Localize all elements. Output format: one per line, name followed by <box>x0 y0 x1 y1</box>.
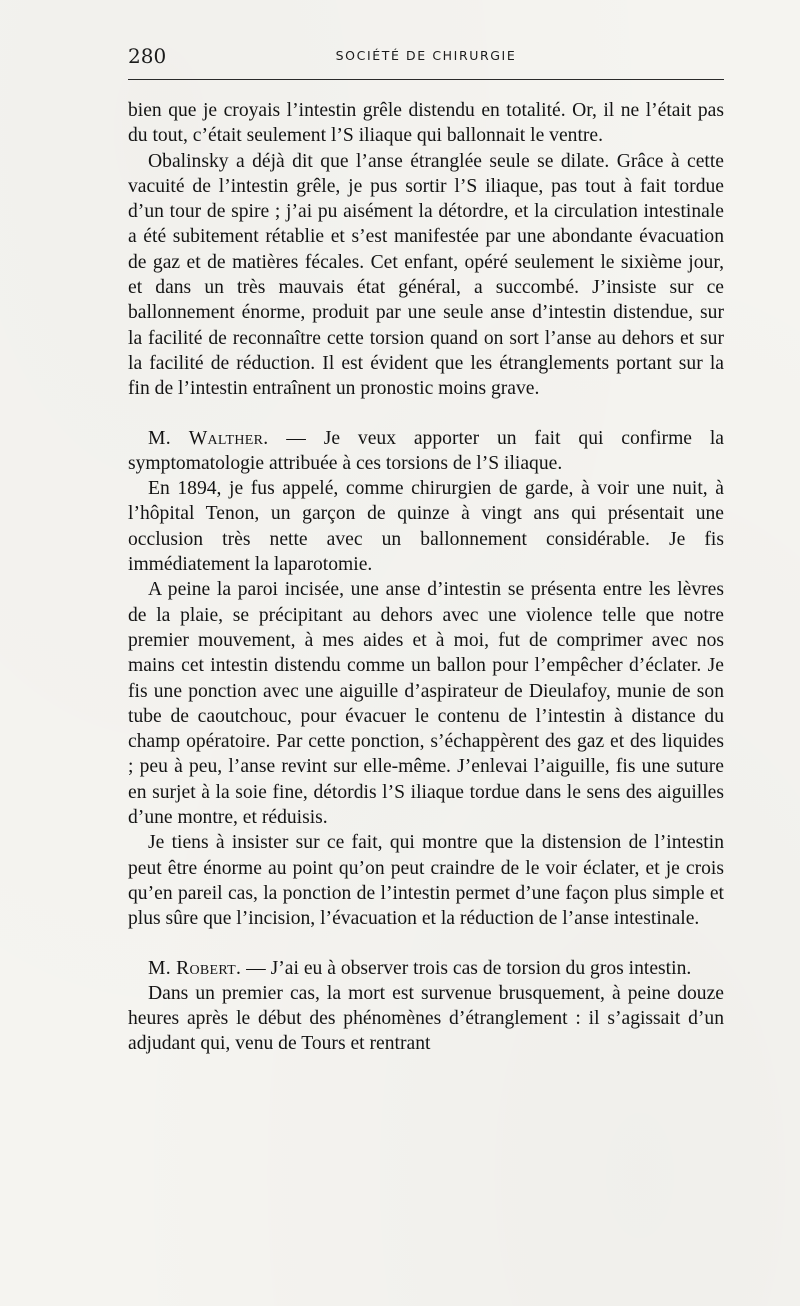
running-head <box>128 44 724 72</box>
paragraph-walther-intro <box>128 426 724 477</box>
paragraph-robert-case: Dans un premier cas, la mort est survenue brusquement, à peine douze heures après le début des phénomènes d’étranglement : il s’agissait d’un adjudant qui, venu de Tours et rentrant <box>128 982 724 1055</box>
paragraph-robert-intro <box>128 956 724 981</box>
speaker-robert: M. Robert. <box>148 957 242 979</box>
robert-intro-text: — J’ai eu à observer trois cas de torsion du gros intestin. <box>241 957 692 979</box>
paragraph-walther-conclusion: Je tiens à insister sur ce fait, qui montre que la distension de l’intestin peut être énorme au point qu’on peut craindre de le voir éclater, et je crois qu’en pareil cas, la ponction de l’intestin permet d’une façon plus simple et plus sûre que l’incision, l’évacuation et la réduction de l’anse intestinale. <box>128 832 724 930</box>
page-number: 280 <box>128 44 167 68</box>
walther-intro-text: — Je veux apporter un fait qui confirme la symptomatologie attribuée à ces torsions de l’S iliaque. <box>128 427 724 474</box>
paragraph-walther-1894: En 1894, je fus appelé, comme chirurgien de garde, à voir une nuit, à l’hôpital Tenon, un garçon de quinze à vingt ans qui présentait une occlusion très nette avec un ballonnement considérable. Je fis immédiatement la laparotomie. <box>128 478 724 576</box>
header-rule <box>128 79 724 80</box>
body-text <box>128 98 724 1057</box>
journal-title: SOCIÉTÉ DE CHIRURGIE <box>335 48 517 63</box>
paragraph-obalinsky: Obalinsky a déjà dit que l’anse étranglée seule se dilate. Grâce à cette vacuité de l’intestin grêle, je pus sortir l’S iliaque, pas tout à fait tordue d’un tour de spire ; j’ai pu aisément la détordre, et la circulation intestinale a été subitement rétablie et s’est manifestée par une abondante évacuation de gaz et de matières fécales. Cet enfant, opéré seulement le sixième jour, et dans un très mauvais état général, a succombé. J’insiste sur ce ballonnement énorme, produit par une seule anse d’intestin distendue, sur la facilité de reconnaître cette torsion quand on sort l’anse au dehors et sur la facilité de réduction. Il est évident que les étranglements portant sur la fin de l’intestin entraînent un pronostic moins grave. <box>128 150 724 400</box>
paragraph-continuation: bien que je croyais l’intestin grêle distendu en totalité. Or, il ne l’était pas du tout, c’était seulement l’S iliaque qui ballonnait le ventre. <box>128 100 724 147</box>
paragraph-walther-ponction: A peine la paroi incisée, une anse d’intestin se présenta entre les lèvres de la plaie, se précipitant au dehors avec une violence telle que notre premier mouvement, à mes aides et à moi, fut de comprimer avec nos mains cet intestin distendu comme un ballon pour l’empêcher d’éclater. Je fis une ponction avec une aiguille d’aspirateur de Dieulafoy, munie de son tube de caoutchouc, pour évacuer le contenu de l’intestin à distance du champ opératoire. Par cette ponction, s’échappèrent des gaz et des liquides ; peu à peu, l’anse revint sur elle-même. J’enlevai l’aiguille, fis une suture en surjet à la soie fine, détordis l’S iliaque tordue dans le sens des aiguilles d’une montre, et réduisis. <box>128 579 724 829</box>
speaker-walther: M. Walther. <box>148 427 269 449</box>
